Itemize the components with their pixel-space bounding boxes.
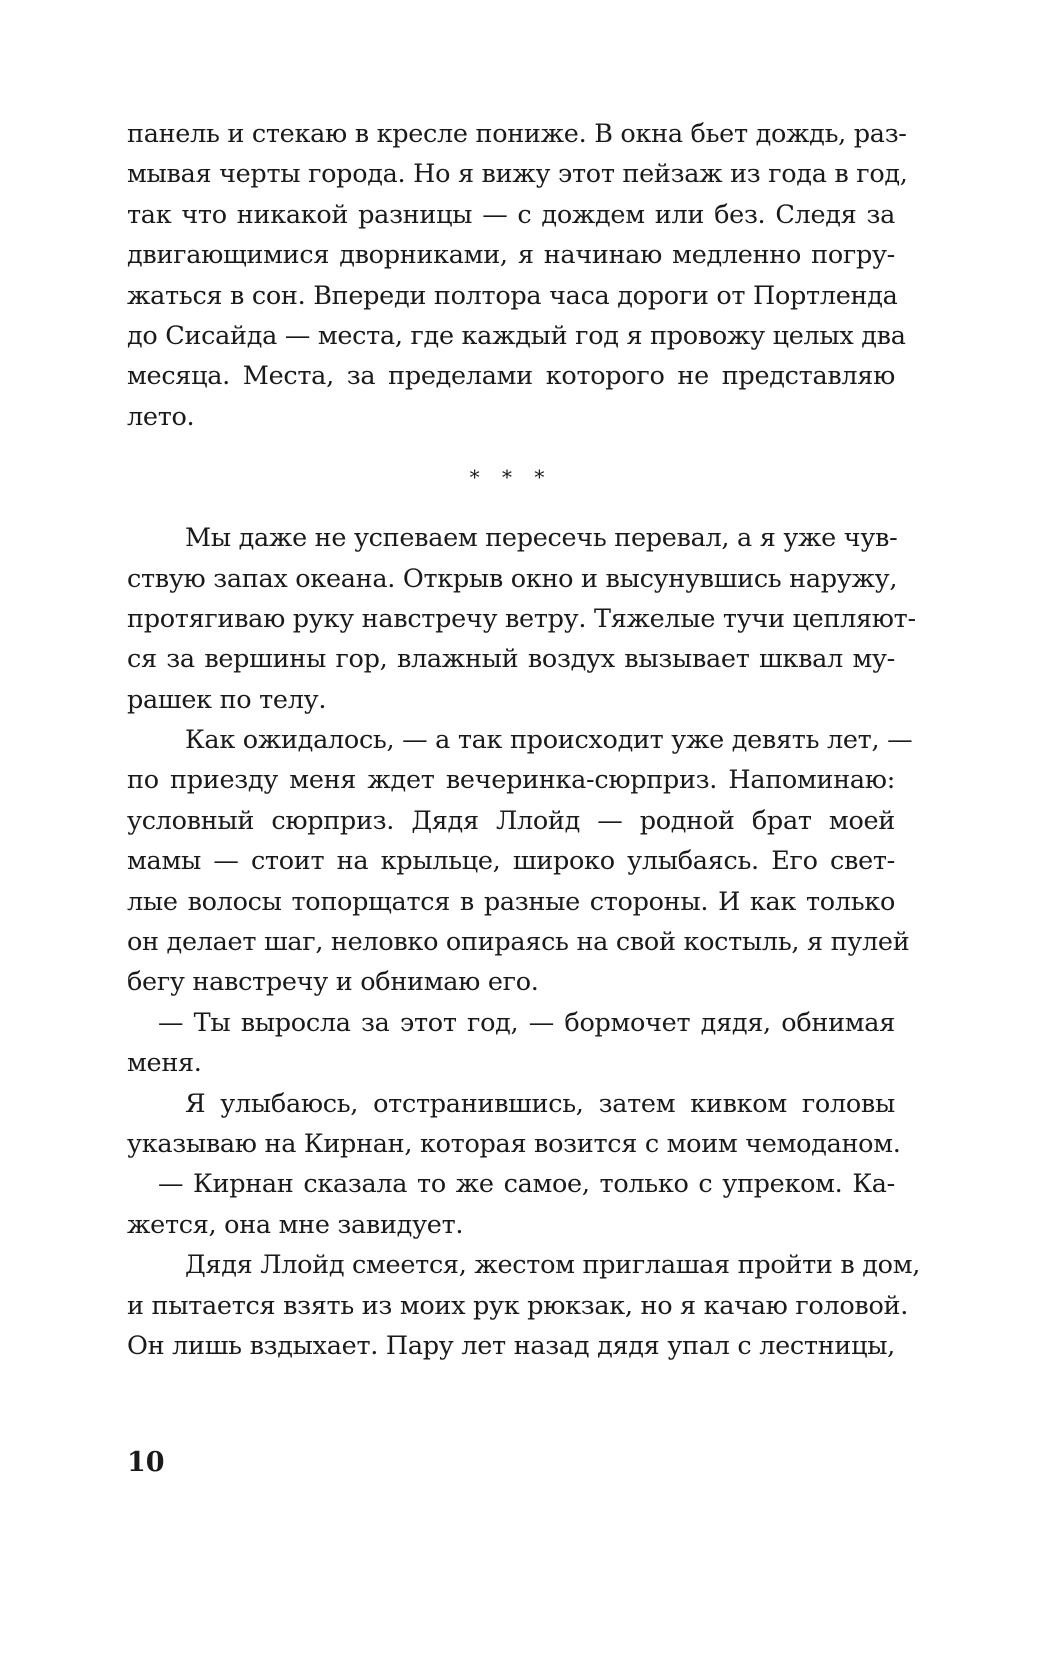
page-body: [127, 114, 921, 1366]
text-line: панель и стекаю в кресле пониже. В окна бьет дождь, раз-: [127, 119, 907, 149]
text-line: лые волосы топорщатся в разные стороны. И как только: [127, 886, 895, 917]
text-line: меня.: [127, 1048, 202, 1079]
text-line: мамы — стоит на крыльце, широко улыбаясь. Его свет-: [127, 846, 895, 877]
text-line: Я улыбаюсь, отстранившись, затем кивком головы: [185, 1088, 895, 1119]
text-line: он делает шаг, неловко опираясь на свой костыль, я пулей: [127, 927, 910, 958]
paragraph: [127, 1084, 901, 1165]
text-line: месяца. Места, за пределами которого не представляю: [127, 361, 895, 392]
text-line: так что никакой разницы — с дождем или без. Следя за: [127, 199, 895, 230]
text-line: лето.: [127, 401, 195, 432]
text-line: — Кирнан сказала то же самое, только с упреком. Ка-: [158, 1169, 895, 1200]
text-line: ся за вершины гор, влажный воздух вызывает шквал му-: [127, 644, 895, 675]
paragraph: [127, 1245, 921, 1366]
text-line: Он лишь вздыхает. Пару лет назад дядя упал с лестницы,: [127, 1330, 895, 1361]
text-line: жется, она мне завидует.: [127, 1209, 464, 1240]
text-after-separator: [127, 518, 921, 1366]
text-line: Дядя Ллойд смеется, жестом приглашая пройти в дом,: [185, 1250, 921, 1281]
page-number: 10: [127, 1447, 165, 1478]
paragraph: [127, 1003, 895, 1084]
text-line: условный сюрприз. Дядя Ллойд — родной брат моей: [127, 805, 895, 836]
paragraph: [127, 1164, 895, 1245]
text-before-separator: [127, 114, 908, 437]
text-line: протягиваю руку навстречу ветру. Тяжелые тучи цепляют-: [127, 603, 916, 634]
text-line: ствую запах океана. Открыв окно и высунувшись наружу,: [127, 563, 898, 594]
text-line: бегу навстречу и обнимаю его.: [127, 967, 539, 998]
text-line: — Ты выросла за этот год, — бормочет дядя, обнимая: [158, 1007, 895, 1038]
text-line: двигающимися дворниками, я начинаю медленно погру-: [127, 240, 895, 271]
paragraph: [127, 720, 913, 1003]
section-separator: * * *: [469, 465, 553, 490]
text-line: и пытается взять из моих рук рюкзак, но я качаю головой.: [127, 1290, 909, 1321]
text-line: Мы даже не успеваем пересечь перевал, а я уже чув-: [185, 523, 898, 554]
text-line: жаться в сон. Впереди полтора часа дороги от Портленда: [127, 280, 898, 311]
text-line: указываю на Кирнан, которая возится с моим чемоданом.: [127, 1128, 901, 1159]
paragraph: [127, 518, 916, 720]
text-line: до Сисайда — места, где каждый год я провожу целых два: [127, 320, 906, 351]
text-line: мывая черты города. Но я вижу этот пейзаж из года в год,: [127, 159, 908, 190]
text-line: Как ожидалось, — а так происходит уже девять лет, —: [185, 725, 913, 756]
paragraph: [127, 114, 908, 437]
text-line: рашек по телу.: [127, 684, 327, 715]
text-line: по приезду меня ждет вечеринка-сюрприз. Напоминаю:: [127, 765, 895, 796]
